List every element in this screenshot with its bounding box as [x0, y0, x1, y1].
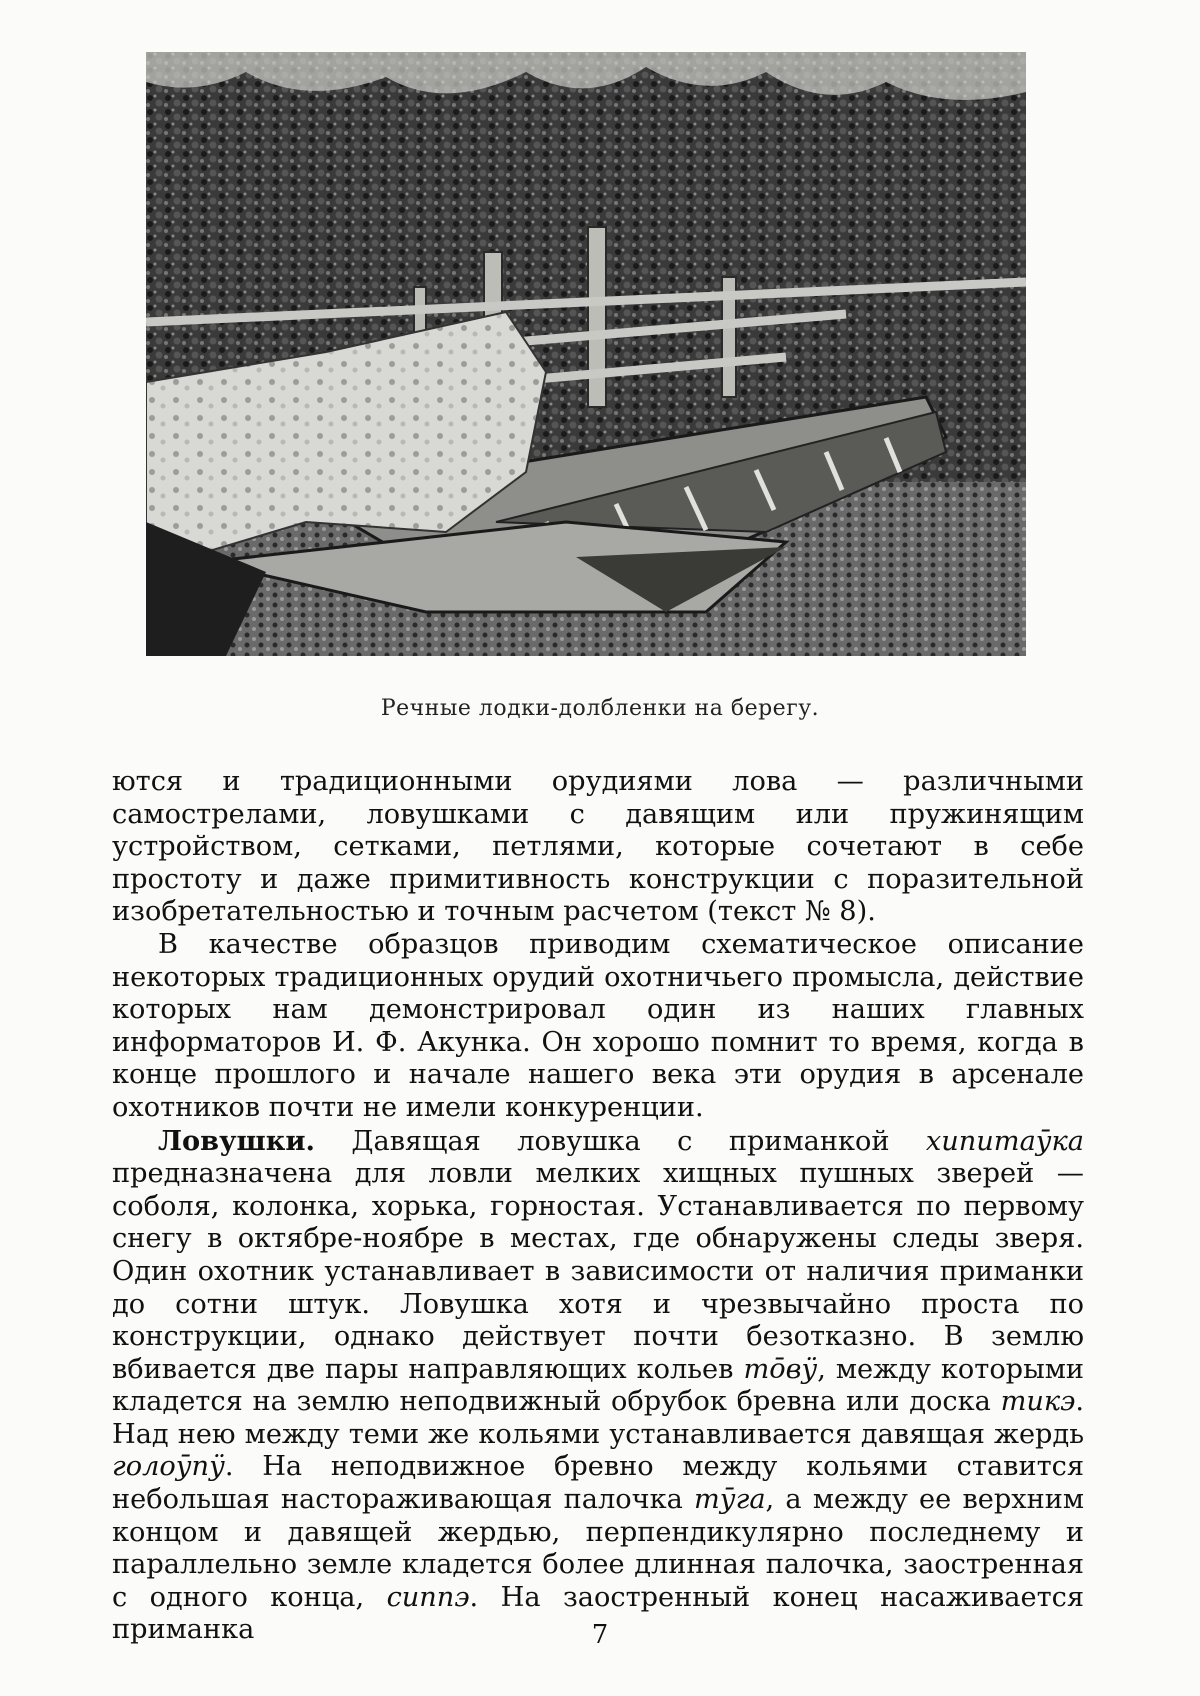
paragraph-3-text-4: . Над нею между теми же кольями устанавливается давящая жердь — [112, 1386, 1084, 1450]
term-tuga: тӯга — [694, 1484, 766, 1516]
term-tovy: тōвӱ — [743, 1353, 818, 1385]
term-hipitauka: хипитаӯка — [925, 1125, 1084, 1157]
section-heading-traps: Ловушки. — [158, 1124, 315, 1157]
boats-photo-image — [146, 52, 1026, 656]
figure-caption: Речные лодки-долбленки на берегу. — [380, 696, 820, 721]
paragraph-3-text-6: , а между ее верхним концом и давящей жердью, перпендикулярно последнему и параллельно земле кладется более длинная палочка, заостренная с одного конца, — [112, 1484, 1084, 1613]
paragraph-3-text-7: . На заостренный конец насаживается приманка — [112, 1581, 1084, 1646]
term-sippe: сиппэ — [386, 1581, 470, 1613]
paragraph-3-text-3: , между которыми кладется на землю неподвижный обрубок бревна или доска — [112, 1353, 1084, 1418]
term-tike: тикэ — [1000, 1386, 1076, 1418]
paragraph-3-text-5: . На неподвижное бревно между кольями ставится небольшая настораживающая палочка — [112, 1451, 1084, 1516]
page-number: 7 — [591, 1620, 609, 1650]
paragraph-3-text-2: предназначена для ловли мелких хищных пушных зверей — соболя, колонка, хорька, горностая. Устанавливается по первому снегу в октябре-ноябре в местах, где обнаружены следы зверя. Один охотник устанавливает в зависимости от наличия приманки до сотни штук. Ловушка хотя и чрезвычайно проста по конструкции, однако действует почти безотказно. В землю вбивается две пары направляющих кольев — [112, 1158, 1084, 1385]
term-golouipy: голоӯпӱ — [112, 1451, 225, 1483]
paragraph-3 — [112, 1125, 1084, 1648]
paragraph-1: ются и традиционными орудиями лова — различными самострелами, ловушками с давящим или пружинящим устройством, сетками, петлями, которые сочетают в себе простоту и даже примитивность конструкции с поразительной изобретательностью и точным расчетом (текст № 8). — [112, 766, 1084, 928]
paragraph-3-text-1: Давящая ловушка с приманкой — [314, 1125, 926, 1157]
body-text — [112, 766, 1084, 1647]
photo-boats — [146, 52, 1026, 656]
paragraph-2: В качестве образцов приводим схематическое описание некоторых традиционных орудий охотничьего промысла, действие которых нам демонстрировал один из наших главных информаторов И. Ф. Акунка. Он хорошо помнит то время, когда в конце прошлого и начале нашего века эти орудия в арсенале охотников почти не имели конкуренции. — [112, 928, 1084, 1123]
